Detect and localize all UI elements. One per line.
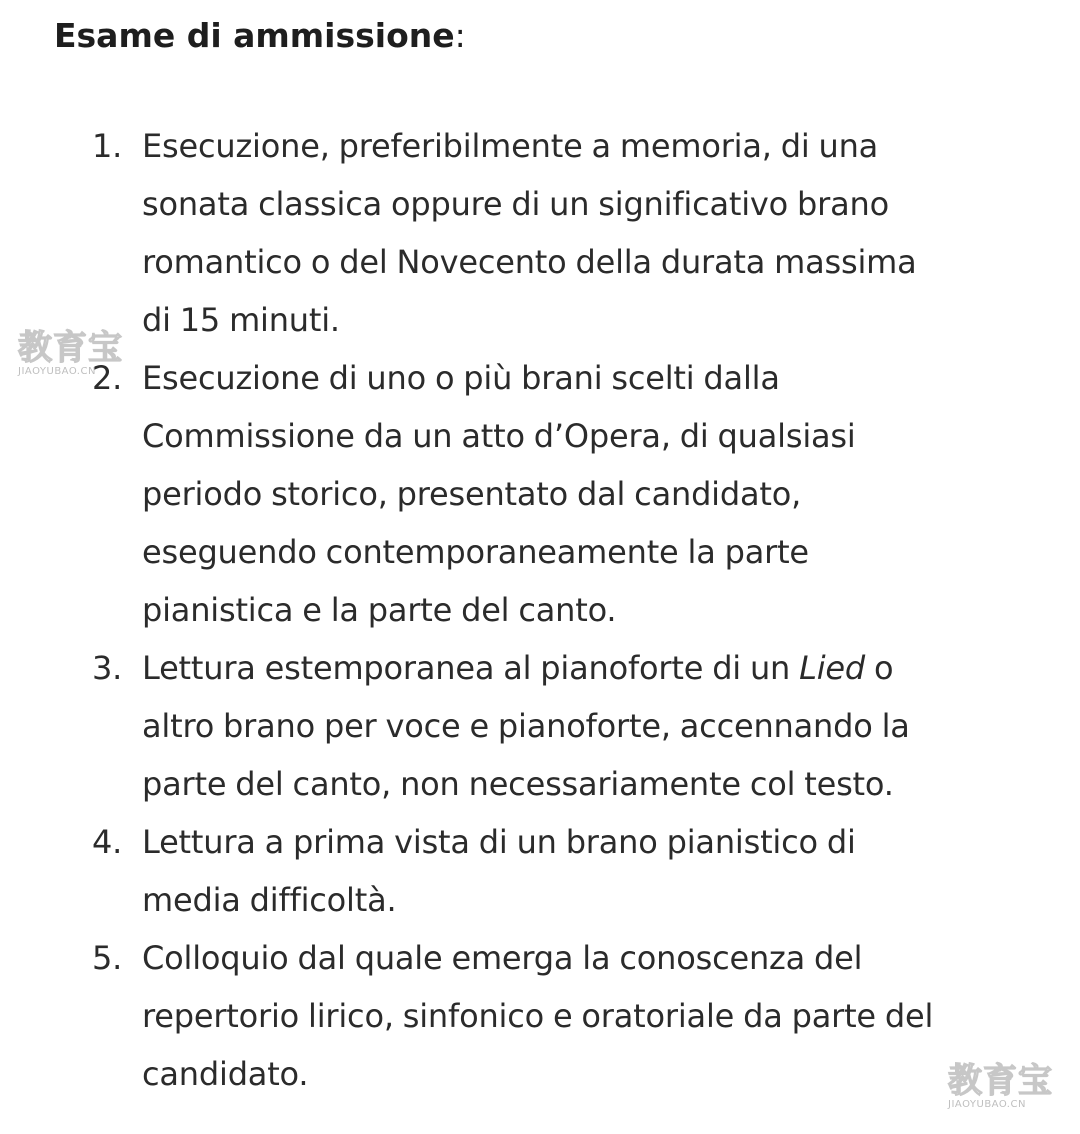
- watermark-domain: JIAOYUBAO.CN: [18, 366, 96, 377]
- item-text-line: [142, 639, 1030, 697]
- list-item-4: [0, 813, 1080, 929]
- item-text-line: Colloquio dal quale emerga la conoscenza del: [142, 939, 863, 977]
- item-text-line: parte del canto, non necessariamente col testo.: [142, 765, 894, 803]
- item-text-emphasis: Lied: [799, 649, 866, 687]
- item-text-line: eseguendo contemporaneamente la parte: [142, 533, 809, 571]
- list-item-5: [0, 929, 1080, 1103]
- item-text-segment: o: [865, 649, 894, 687]
- watermark-text: 教育宝: [948, 1061, 1053, 1101]
- list-item-3: [0, 639, 1080, 813]
- item-text-line: di 15 minuti.: [142, 301, 340, 339]
- requirements-list: [0, 117, 1080, 1103]
- item-number: 5.: [92, 939, 123, 977]
- section-heading: [54, 12, 466, 60]
- item-text-line: pianistica e la parte del canto.: [142, 591, 617, 629]
- item-text-line: Lettura a prima vista di un brano pianistico di: [142, 823, 856, 861]
- item-number: 1.: [92, 127, 123, 165]
- watermark-text: 教育宝: [18, 328, 123, 368]
- item-text-line: repertorio lirico, sinfonico e oratoriale da parte del: [142, 997, 934, 1035]
- list-item-1: [0, 117, 1080, 349]
- item-text-line: Esecuzione di uno o più brani scelti dalla: [142, 359, 780, 397]
- item-text-line: romantico o del Novecento della durata massima: [142, 243, 917, 281]
- watermark-domain: JIAOYUBAO.CN: [948, 1099, 1026, 1110]
- item-text-line: Commissione da un atto d’Opera, di qualsiasi: [142, 417, 856, 455]
- item-text-line: candidato.: [142, 1055, 309, 1093]
- item-text-line: altro brano per voce e pianoforte, accennando la: [142, 707, 910, 745]
- item-text-line: Esecuzione, preferibilmente a memoria, di una: [142, 127, 879, 165]
- item-number: 2.: [92, 359, 123, 397]
- item-text-segment: Lettura estemporanea al pianoforte di un: [142, 649, 800, 687]
- list-item-2: [0, 349, 1080, 639]
- item-number: 3.: [92, 649, 123, 687]
- item-number: 4.: [92, 823, 123, 861]
- heading-colon: :: [454, 16, 466, 55]
- item-text-line: media difficoltà.: [142, 881, 397, 919]
- item-text-line: periodo storico, presentato dal candidato,: [142, 475, 802, 513]
- heading-text: Esame di ammissione: [54, 16, 455, 55]
- item-text-line: sonata classica oppure di un significativo brano: [142, 185, 889, 223]
